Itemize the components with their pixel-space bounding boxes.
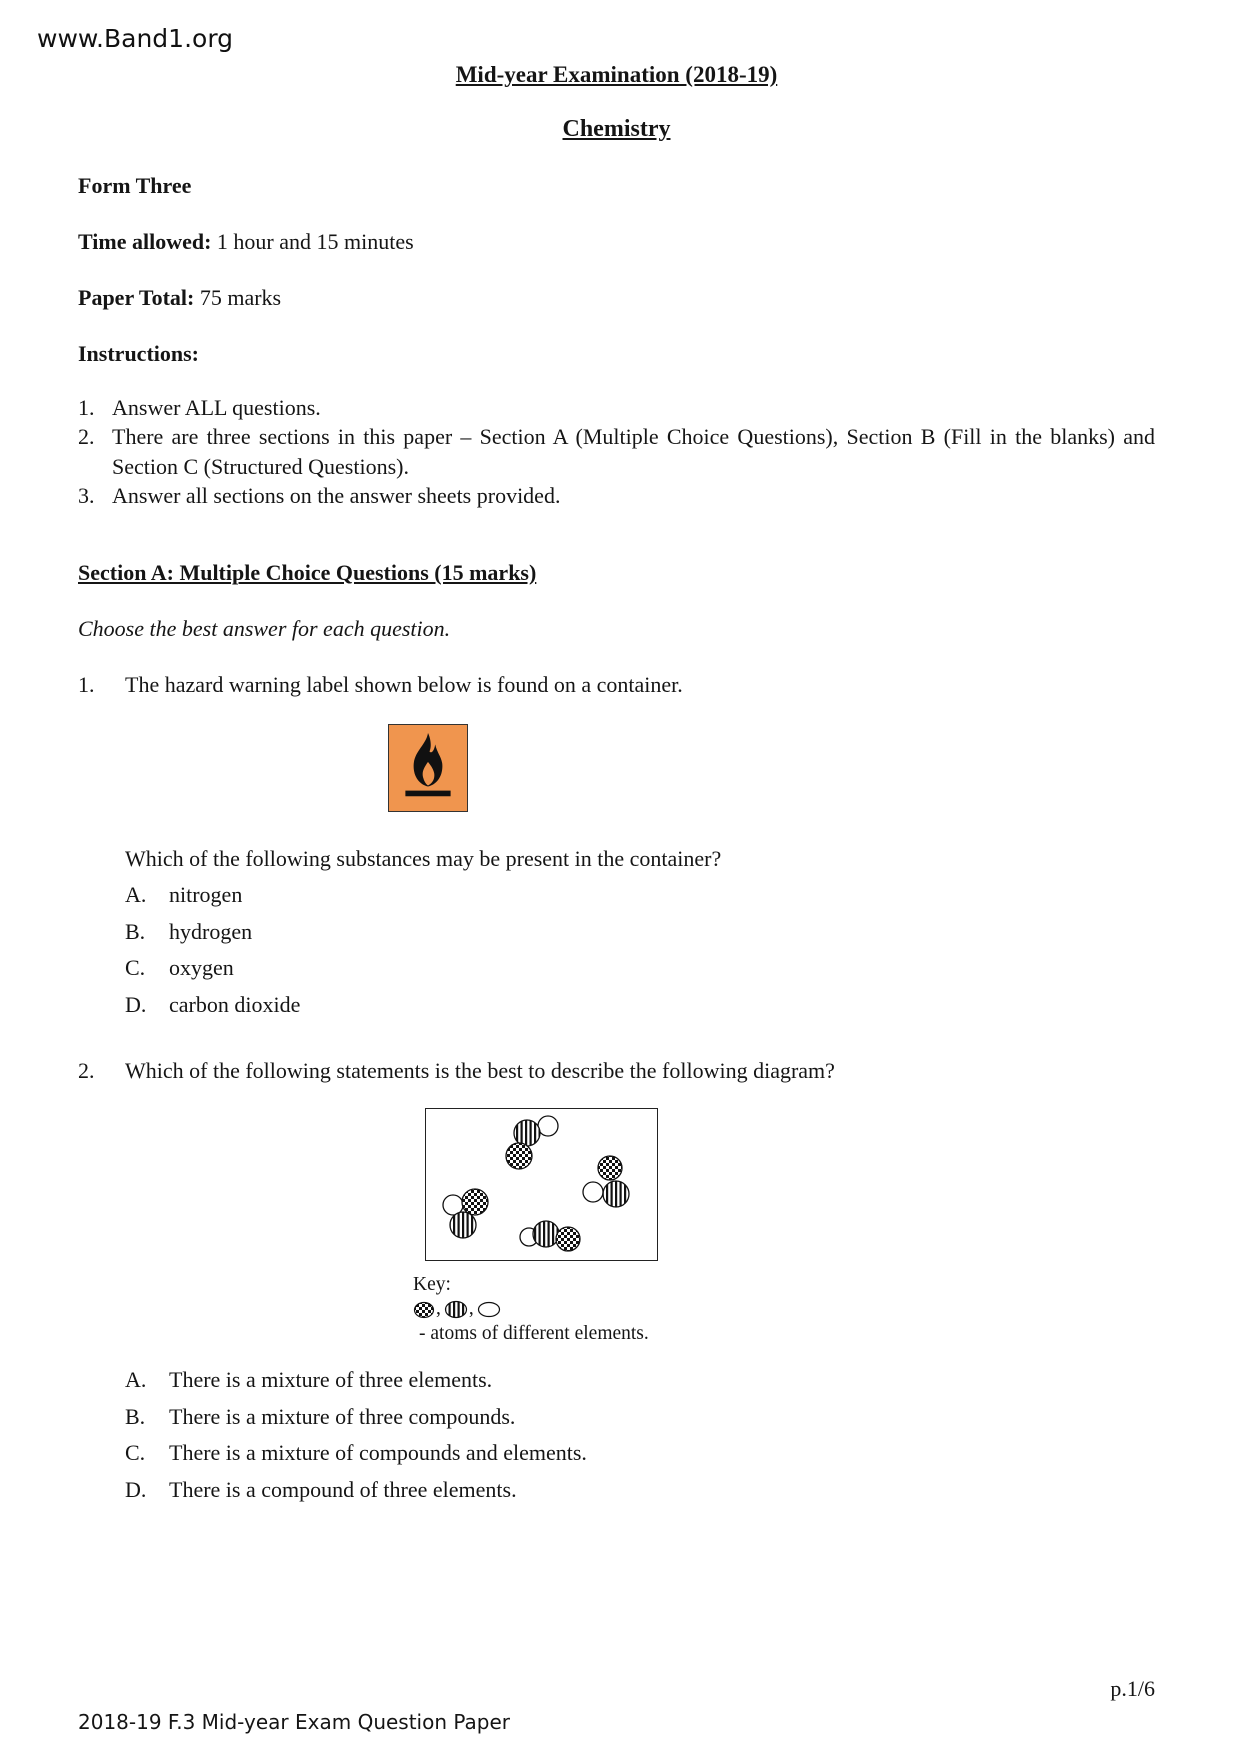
key-line: [413, 1297, 703, 1346]
option-d: [125, 1476, 1155, 1504]
form-level: Form Three: [78, 173, 192, 198]
option-b: [125, 1403, 1155, 1431]
option-text: carbon dioxide: [169, 991, 301, 1017]
instruction-text: Answer all sections on the answer sheets provided.: [112, 482, 561, 508]
option-text: There is a compound of three elements.: [169, 1476, 517, 1502]
option-letter: C.: [125, 1440, 146, 1466]
option-letter: C.: [125, 955, 146, 980]
option-text: There is a mixture of compounds and elements.: [169, 1440, 587, 1466]
instruction-number: 1.: [78, 395, 95, 420]
instructions-heading: Instructions:: [78, 341, 200, 366]
option-a: [125, 881, 1155, 909]
key-separator: ,: [468, 1298, 474, 1320]
time-allowed-line: [78, 229, 1155, 255]
option-text: oxygen: [169, 955, 234, 980]
molecular-diagram: [425, 1108, 658, 1261]
option-text: There is a mixture of three compounds.: [169, 1403, 516, 1429]
question-1-number: 1.: [78, 672, 95, 697]
option-text: hydrogen: [169, 918, 253, 944]
question-2-number: 2.: [78, 1058, 95, 1083]
exam-title: Mid-year Examination (2018-19): [455, 62, 778, 87]
flame-icon: [395, 731, 461, 805]
instruction-number: 2.: [78, 424, 95, 450]
flammable-hazard-label: [388, 724, 468, 812]
option-letter: B.: [125, 918, 146, 944]
instruction-text: There are three sections in this paper – Section A (Multiple Choice Questions), Section B (Fill in the blanks) and Section C (Structured Questions).: [112, 424, 1155, 479]
diagram-key: [413, 1273, 703, 1346]
option-a: [125, 1366, 1155, 1394]
exam-subject: Chemistry: [562, 116, 671, 142]
time-allowed-label: Time allowed:: [78, 229, 212, 254]
page-number: p.1/6: [1110, 1676, 1155, 1701]
option-text: nitrogen: [169, 882, 243, 907]
paper-total-value: 75 marks: [199, 285, 282, 310]
key-label: Key:: [413, 1274, 451, 1295]
option-text: There is a mixture of three elements.: [169, 1367, 493, 1393]
key-text: - atoms of different elements.: [419, 1322, 649, 1344]
instruction-item: [78, 422, 1155, 481]
key-separator: ,: [436, 1298, 441, 1320]
time-allowed-value: 1 hour and 15 minutes: [216, 229, 414, 254]
site-watermark: www.Band1.org: [37, 24, 234, 53]
option-letter: A.: [125, 1367, 147, 1393]
option-b: [125, 918, 1155, 946]
instruction-number: 3.: [78, 482, 95, 508]
question-2: [78, 1058, 1155, 1084]
checkered-atom-icon: [413, 1301, 435, 1319]
striped-atom-icon: [444, 1300, 468, 1319]
option-letter: A.: [125, 882, 147, 907]
section-a-heading: Section A: Multiple Choice Questions (15 marks): [78, 560, 537, 585]
option-c: [125, 954, 1155, 982]
question-2-options: [78, 1366, 1155, 1503]
instruction-item: [78, 481, 1155, 510]
paper-total-line: [78, 285, 1155, 311]
paper-total-label: Paper Total:: [78, 285, 195, 310]
instructions-list: [78, 393, 1155, 510]
instruction-item: [78, 393, 1155, 422]
option-letter: D.: [125, 991, 147, 1017]
question-1-text: The hazard warning label shown below is found on a container.: [125, 672, 683, 697]
footer-document-title: 2018-19 F.3 Mid-year Exam Question Paper: [78, 1710, 511, 1734]
option-d: [125, 991, 1155, 1019]
section-a-subheading: Choose the best answer for each question.: [78, 616, 451, 641]
question-1: [78, 672, 1155, 698]
instruction-text: Answer ALL questions.: [112, 395, 321, 420]
question-1-options: [78, 881, 1155, 1018]
question-2-text: Which of the following statements is the best to describe the following diagram?: [125, 1058, 835, 1083]
molecules-drawing: [426, 1109, 656, 1259]
option-c: [125, 1439, 1155, 1467]
option-letter: D.: [125, 1476, 147, 1502]
question-1-subtext: Which of the following substances may be present in the container?: [125, 846, 722, 871]
plain-atom-icon: [477, 1301, 501, 1318]
option-letter: B.: [125, 1403, 146, 1429]
